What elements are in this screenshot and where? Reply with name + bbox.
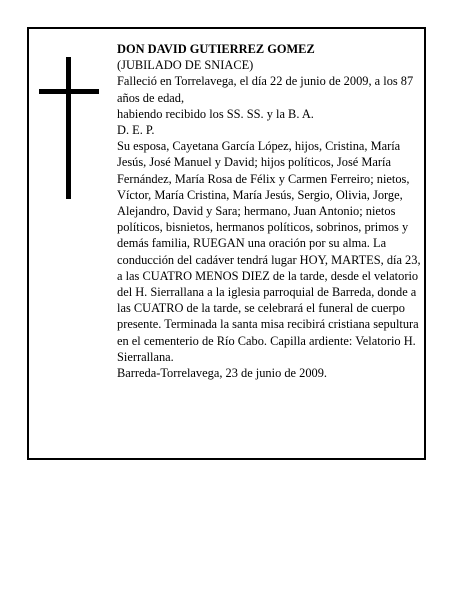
- obituary-notice: [27, 27, 426, 460]
- rip-line: D. E. P.: [117, 123, 155, 138]
- deceased-subtitle: (JUBILADO DE SNIACE): [117, 58, 254, 73]
- cross-icon: [39, 57, 99, 199]
- cross-vertical-bar: [66, 57, 71, 199]
- sacraments-line: habiendo recibido los SS. SS. y la B. A.: [117, 106, 314, 121]
- family-announcement: Su esposa, Cayetana García López, hijos, Cristina, María Jesús, José Manuel y David; hijos políticos, José María Fernández, María Rosa de Félix y Carmen Ferreiro; nietos, Víctor, María Cristina, María Jesús, Sergio, Olivia, Jorge, Alejandro, David y Sara; hermano, Juan Antonio; nietos políticos, bisnietos, hermanos políticos, sobrinos, primos y demás familia, RUEGAN una oración por su alma. La conducción del cadáver tendrá lugar HOY, MARTES, día 23, a las CUATRO MENOS DIEZ de la tarde, desde el velatorio del H. Sierrallana a la iglesia parroquial de Barreda, donde a las CUATRO de la tarde, se celebrará el funeral de cuerpo presente. Terminada la santa misa recibirá cristiana sepultura en el cementerio de Río Cabo. Capilla ardiente: Velatorio H. Sierrallana.: [117, 139, 421, 364]
- death-announcement: Falleció en Torrelavega, el día 22 de junio de 2009, a los 87 años de edad,: [117, 74, 414, 105]
- place-date-line: Barreda-Torrelavega, 23 de junio de 2009.: [117, 366, 328, 381]
- cross-horizontal-bar: [39, 89, 99, 94]
- notice-text: [117, 41, 425, 381]
- deceased-name: DON DAVID GUTIERREZ GOMEZ: [117, 42, 315, 56]
